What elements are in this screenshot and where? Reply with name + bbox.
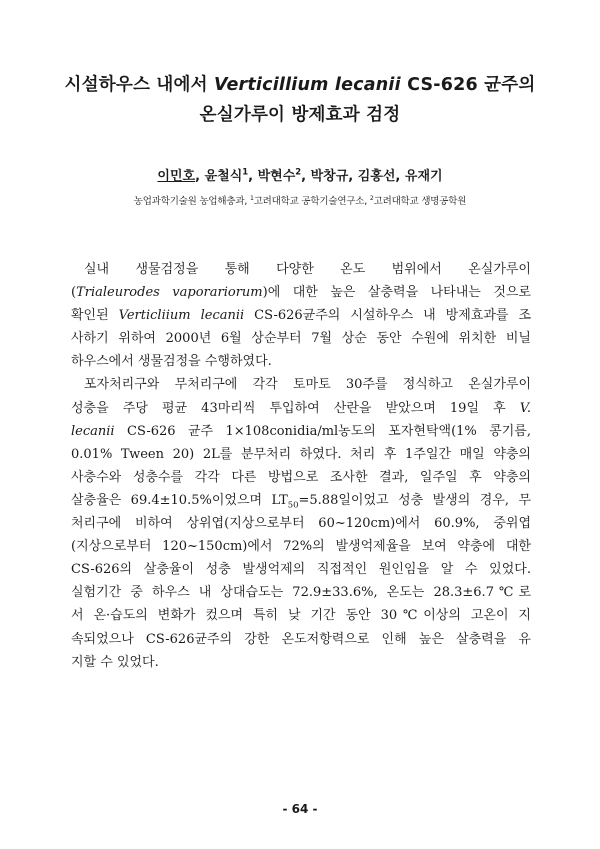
body-line: 사충수와 성충수를 각각 다른 방법으로 조사한 결과, 일주일 후 약충의 — [71, 469, 531, 485]
species-name: V. — [519, 400, 531, 416]
author-list — [40, 165, 560, 184]
body-line: 하우스에서 생물검정을 수행하였다. — [71, 354, 272, 370]
body-line: 사하기 위하여 2000년 6월 상순부터 7월 상순 동안 수원에 위치한 비닐 — [71, 331, 531, 347]
body-line: 서 온·습도의 변화가 컸으며 특히 낮 기간 동안 30℃이상의 고온이 지 — [71, 608, 531, 624]
body-text: =5.88일이었고 성충 발생의 경우, 무 — [298, 492, 532, 508]
body-line: 0.01% Tween 20) 2L를 분무처리 하였다. 처리 후 1주일간 매일 약충의 — [71, 446, 531, 462]
body-line: 포자처리구와 무처리구에 각각 토마토 30주를 정식하고 온실가루이 — [84, 377, 531, 393]
affiliation-marker: 2 — [295, 166, 302, 177]
body-line: 실험기간 중 하우스 내 상대습도는 72.9±33.6%, 온도는 28.3±6.7℃로 — [71, 585, 531, 601]
title-line-1 — [40, 70, 560, 100]
affiliation-marker: 1 — [249, 194, 254, 202]
body-line — [71, 397, 531, 420]
title-species: Verticillium lecanii — [213, 75, 401, 95]
affiliation: 고려대학교 공학기술연구소, — [253, 196, 370, 207]
affiliation: 고려대학교 생명공학원 — [373, 196, 467, 207]
body-text: CS-626 균주 1×108conidia/ml농도의 포자현탁액(1% 콩기름, — [114, 423, 531, 439]
abstract-body — [71, 258, 531, 674]
affiliations — [30, 193, 570, 207]
body-text: )에 대한 높은 살충력을 나타내는 것으로 — [262, 285, 531, 301]
affiliation-marker: 2 — [369, 194, 374, 202]
body-line: 처리구에 비하여 상위엽(지상으로부터 60~120cm)에서 60.9%, 중위엽 — [71, 516, 531, 532]
body-line: (지상으로부터 120~150cm)에서 72%의 발생억제율을 보여 약충에 대한 — [71, 539, 531, 555]
body-text: 성충을 주당 평균 43마리씩 투입하여 산란을 받았으며 19일 후 — [71, 400, 520, 416]
affiliation-marker: 1 — [242, 166, 249, 177]
species-name: Trialeurodes vaporariorum — [76, 285, 263, 301]
first-author: 이민호 — [157, 169, 196, 184]
body-text: 확인된 — [71, 308, 119, 324]
author-name: , 윤철식 — [195, 169, 243, 184]
title-text: 시설하우스 내에서 — [64, 75, 214, 95]
body-text: 살충율은 69.4±10.5%이었으며 LT — [71, 492, 288, 508]
body-line — [71, 304, 531, 327]
body-line: 실내 생물검정을 통해 다양한 온도 범위에서 온실가루이 — [84, 262, 531, 277]
body-line — [71, 420, 531, 443]
body-line: 속되었으나 CS-626균주의 강한 온도저항력으로 인해 높은 살충력을 유 — [71, 631, 531, 647]
title-line-2: 온실가루이 방제효과 검정 — [199, 105, 401, 125]
author-names: , 박창규, 김홍선, 유재기 — [301, 169, 443, 184]
species-name: Verticliium lecanii — [118, 308, 245, 324]
subscript: 50 — [287, 499, 299, 510]
body-line: 지할 수 있었다. — [71, 654, 159, 670]
body-line: (Trialeurodes vaporariorum)에 대한 높은 살충력을 나타내는 것으로 — [71, 285, 531, 301]
species-name: lecanii — [71, 423, 115, 439]
body-line: CS-626의 살충율이 성충 발생억제의 직접적인 원인임을 알 수 있었다. — [71, 562, 531, 578]
title-text: CS-626 균주의 — [400, 75, 536, 95]
author-name: , 박현수 — [248, 169, 296, 184]
paper-title — [40, 70, 560, 130]
body-line — [71, 489, 531, 512]
page-number: - 64 - — [282, 802, 318, 816]
body-text: CS-626균주의 시설하우스 내 방제효과를 조 — [244, 308, 532, 324]
affiliation: 농업과학기술원 농업해충과, — [133, 196, 250, 207]
